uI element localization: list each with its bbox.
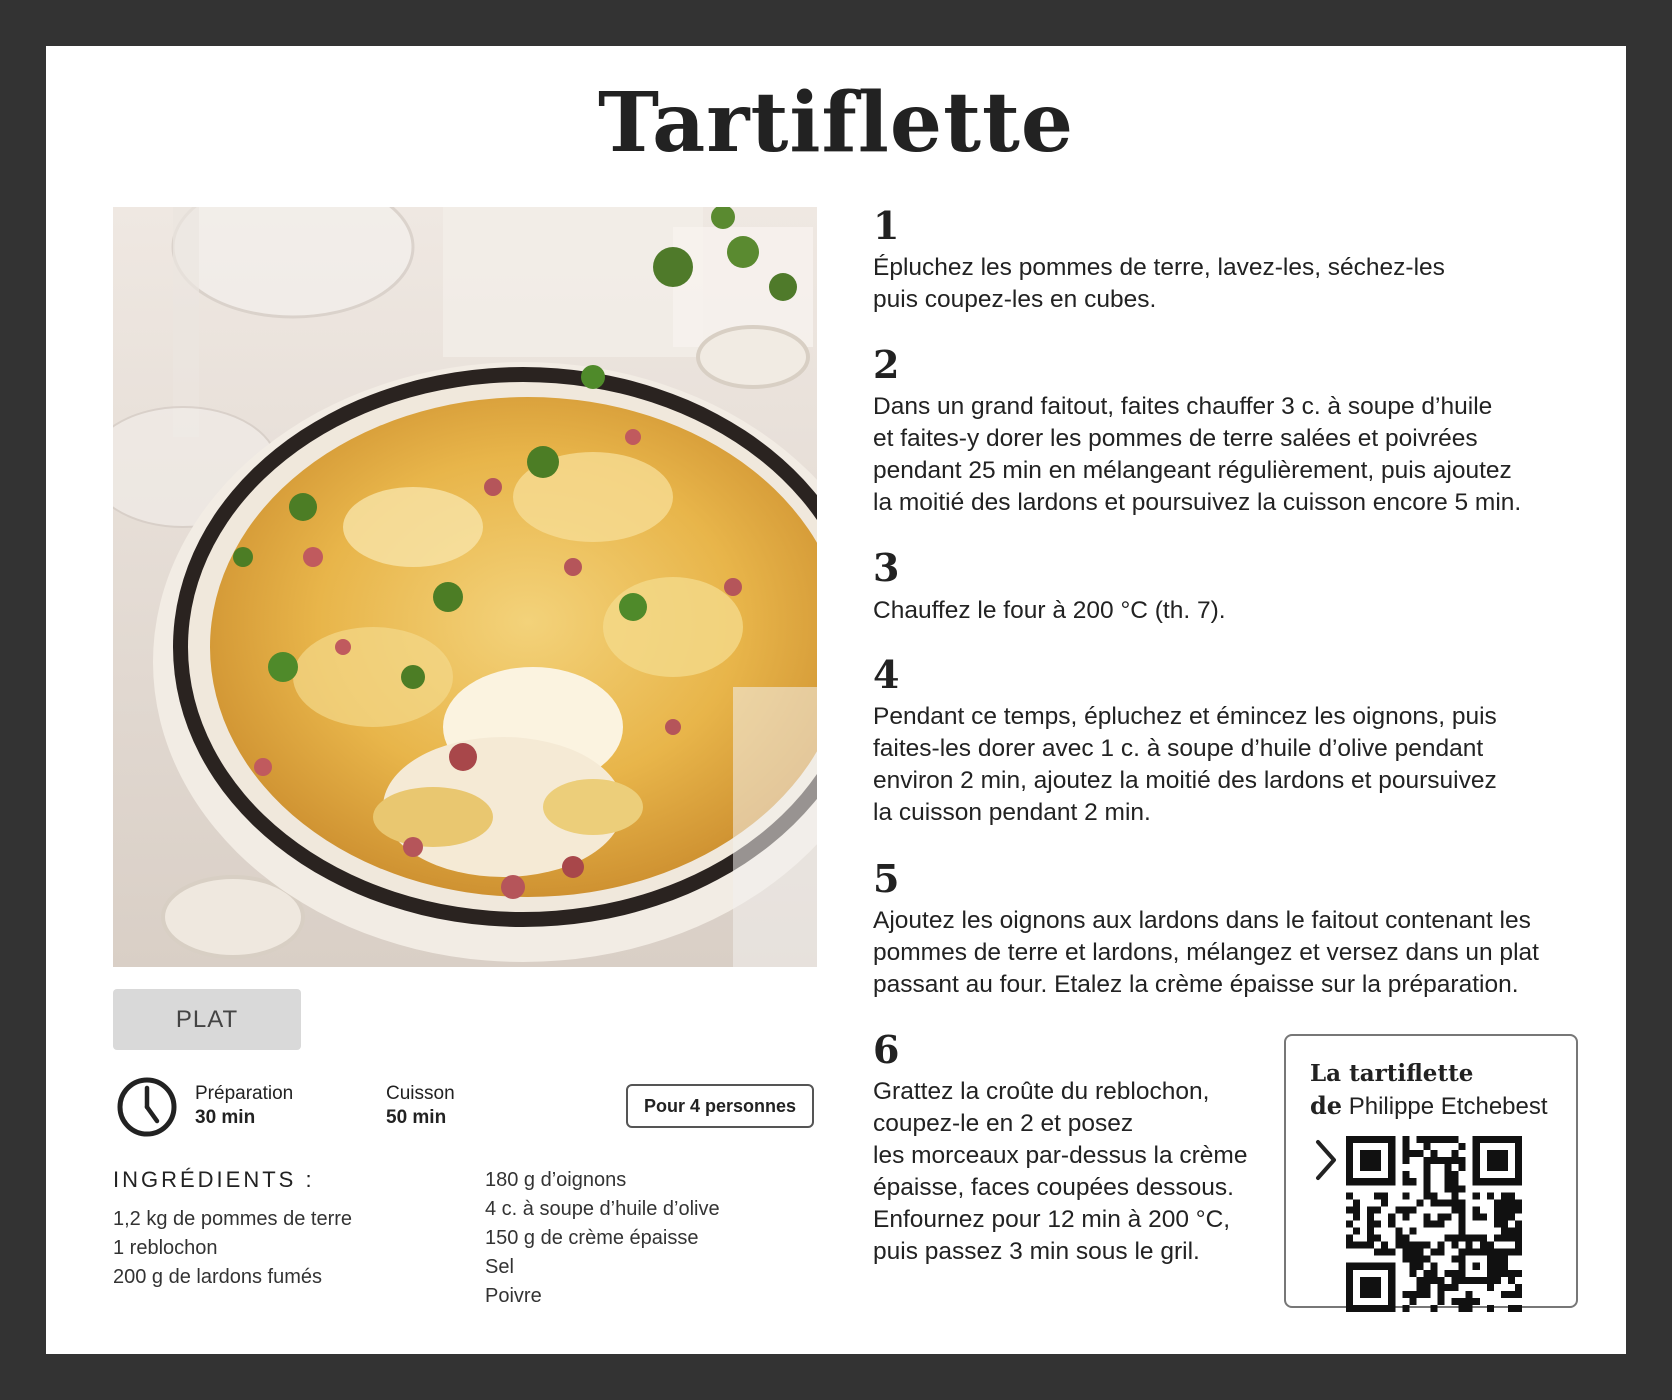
ingredient-item: Sel xyxy=(485,1256,514,1278)
step-number: 5 xyxy=(873,856,900,901)
ingredient-item: 4 c. à soupe d’huile d’olive xyxy=(485,1198,720,1220)
ingredients-title: INGRÉDIENTS : xyxy=(113,1167,315,1192)
step-text: Ajoutez les oignons aux lardons dans le faitout contenant les pommes de terre et lardons, mélangez et versez dans un plat passant au four. Etalez la crème épaisse sur la préparation. xyxy=(873,907,1539,998)
ingredients-list-2 xyxy=(485,1166,720,1311)
qr-code[interactable] xyxy=(1346,1136,1522,1312)
category-badge: PLAT xyxy=(113,989,301,1050)
chevron-right-icon xyxy=(1312,1138,1340,1182)
step-number: 3 xyxy=(873,545,900,590)
qr-title: La tartiflette xyxy=(1310,1060,1474,1087)
step-text: Dans un grand faitout, faites chauffer 3 c. à soupe d’huile et faites-y dorer les pommes de terre salées et poivrées pendant 25 min en mélangeant régulièrement, puis ajoutez la moitié des lardons et poursuivez la cuisson encore 5 min. xyxy=(873,393,1522,516)
prep-value: 30 min xyxy=(195,1107,256,1128)
recipe-title: Tartiflette xyxy=(597,75,1075,171)
tartiflette-photo xyxy=(113,207,817,967)
step-text: Épluchez les pommes de terre, lavez-les, séchez-les puis coupez-les en cubes. xyxy=(873,254,1445,313)
cook-value: 50 min xyxy=(386,1107,447,1128)
step-text: Pendant ce temps, épluchez et émincez les oignons, puis faites-les dorer avec 1 c. à soupe d’huile d’olive pendant environ 2 min, ajoutez la moitié des lardons et poursuivez la cuisson pendant 2 min. xyxy=(873,703,1497,826)
servings-badge: Pour 4 personnes xyxy=(626,1084,814,1128)
qr-subtitle: de Philippe Etchebest xyxy=(1310,1091,1548,1120)
ingredient-item: Poivre xyxy=(485,1285,542,1307)
clock-icon xyxy=(116,1076,178,1138)
step-number: 4 xyxy=(873,652,900,697)
ingredient-item: 180 g d’oignons xyxy=(485,1169,627,1191)
ingredient-item: 150 g de crème épaisse xyxy=(485,1227,699,1249)
ingredients-list-1 xyxy=(113,1205,352,1292)
cook-label: Cuisson xyxy=(386,1083,455,1104)
step-number: 6 xyxy=(873,1027,900,1072)
step-text: Chauffez le four à 200 °C (th. 7). xyxy=(873,597,1226,624)
ingredient-item: 200 g de lardons fumés xyxy=(113,1266,323,1288)
step-number: 2 xyxy=(873,342,900,387)
step-number: 1 xyxy=(873,203,900,248)
ingredient-item: 1,2 kg de pommes de terre xyxy=(113,1208,353,1230)
ingredient-item: 1 reblochon xyxy=(113,1237,218,1259)
step-text: Grattez la croûte du reblochon, coupez-le en 2 et posez les morceaux par-dessus la crème épaisse, faces coupées dessous. Enfournez pour 12 min à 200 °C, puis passez 3 min sous le gril. xyxy=(873,1078,1248,1265)
prep-label: Préparation xyxy=(195,1083,294,1104)
video-qr-box[interactable] xyxy=(1284,1034,1578,1308)
